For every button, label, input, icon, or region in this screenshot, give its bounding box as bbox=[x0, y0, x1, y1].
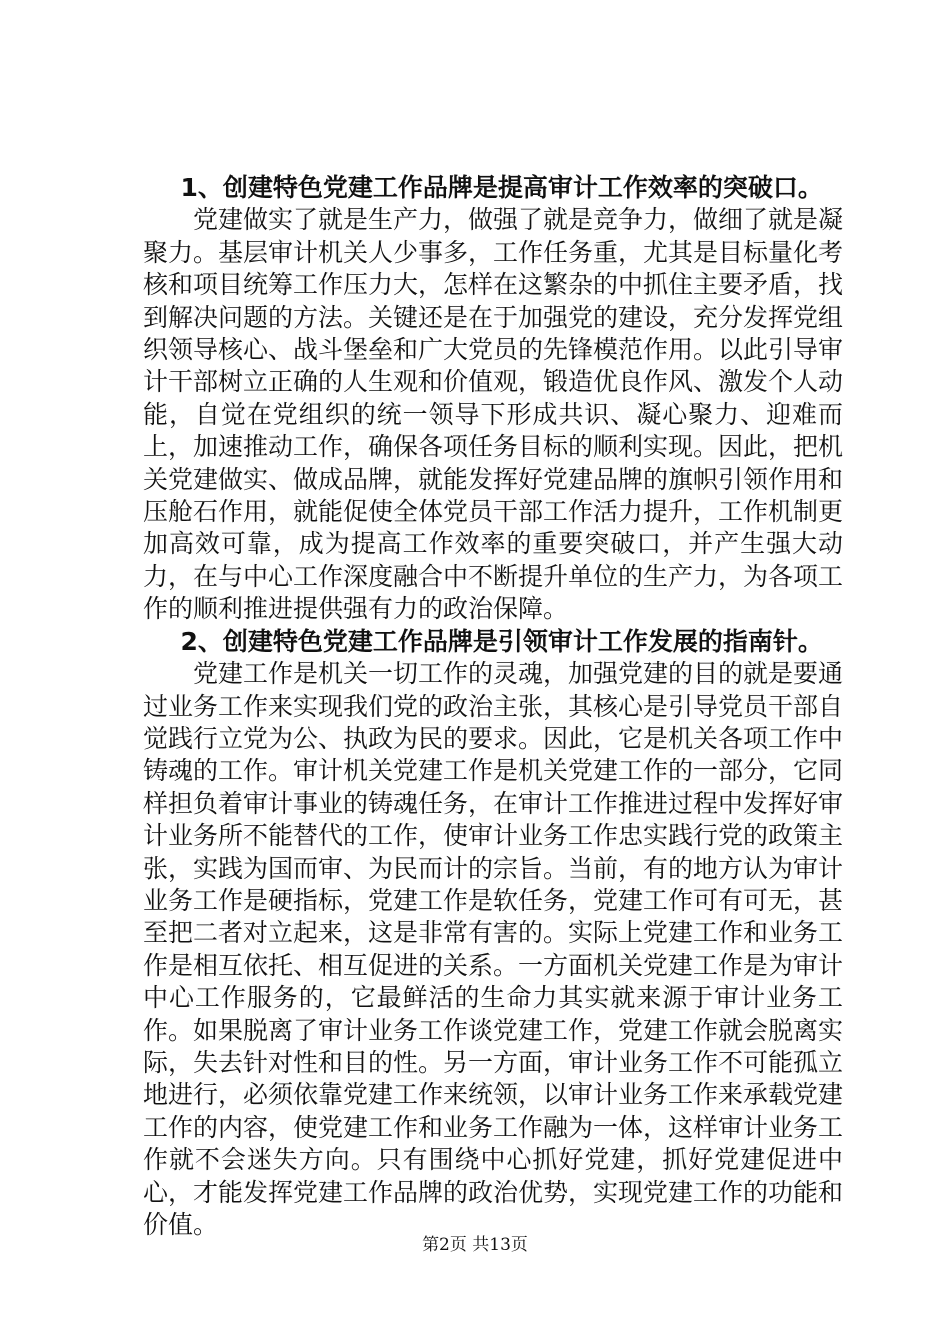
page-number-footer: 第2页 共13页 bbox=[422, 1235, 528, 1255]
section-1-heading: 1、创建特色党建工作品牌是提高审计工作效率的突破口。 bbox=[180, 173, 823, 202]
document-body bbox=[143, 172, 843, 1241]
section-1-paragraph: 党建做实了就是生产力，做强了就是竞争力，做细了就是凝聚力。基层审计机关人少事多，工作任务重，尤其是目标量化考核和项目统筹工作压力大，怎样在这繁杂的中抓住主要矛盾，找到解决问题的方法。关键还是在于加强党的建设，充分发挥党组织领导核心、战斗堡垒和广大党员的先锋模范作用。以此引导审计干部树立正确的人生观和价值观，锻造优良作风、激发个人动能，自觉在党组织的统一领导下形成共识、凝心聚力、迎难而上，加速推动工作，确保各项任务目标的顺利实现。因此，把机关党建做实、做成品牌，就能发挥好党建品牌的旗帜引领作用和压舱石作用，就能促使全体党员干部工作活力提升，工作机制更加高效可靠，成为提高工作效率的重要突破口，并产生强大动力，在与中心工作深度融合中不断提升单位的生产力，为各项工作的顺利推进提供强有力的政治保障。 bbox=[143, 205, 844, 624]
section-2-heading: 2、创建特色党建工作品牌是引领审计工作发展的指南针。 bbox=[180, 626, 823, 656]
section-2-paragraph: 党建工作是机关一切工作的灵魂，加强党建的目的就是要通过业务工作来实现我们党的政治主张，其核心是引导党员干部自觉践行立党为公、执政为民的要求。因此，它是机关各项工作中铸魂的工作。审计机关党建工作是机关党建工作的一部分，它同样担负着审计事业的铸魂任务，在审计工作推进过程中发挥好审计业务所不能替代的工作，使审计业务工作忠实践行党的政策主张，实践为国而审、为民而计的宗旨。当前，有的地方认为审计业务工作是硬指标，党建工作是软任务，党建工作可有可无，甚至把二者对立起来，这是非常有害的。实际上党建工作和业务工作是相互依托、相互促进的关系。一方面机关党建工作是为审计中心工作服务的，它最鲜活的生命力其实就来源于审计业务工作。如果脱离了审计业务工作谈党建工作，党建工作就会脱离实际，失去针对性和目的性。另一方面，审计业务工作不可能孤立地进行，必须依靠党建工作来统领，以审计业务工作来承载党建工作的内容，使党建工作和业务工作融为一体，这样审计业务工作就不会迷失方向。只有围绕中心抓好党建，抓好党建促进中心，才能发挥党建工作品牌的政治优势，实现党建工作的功能和价值。 bbox=[143, 659, 844, 1239]
